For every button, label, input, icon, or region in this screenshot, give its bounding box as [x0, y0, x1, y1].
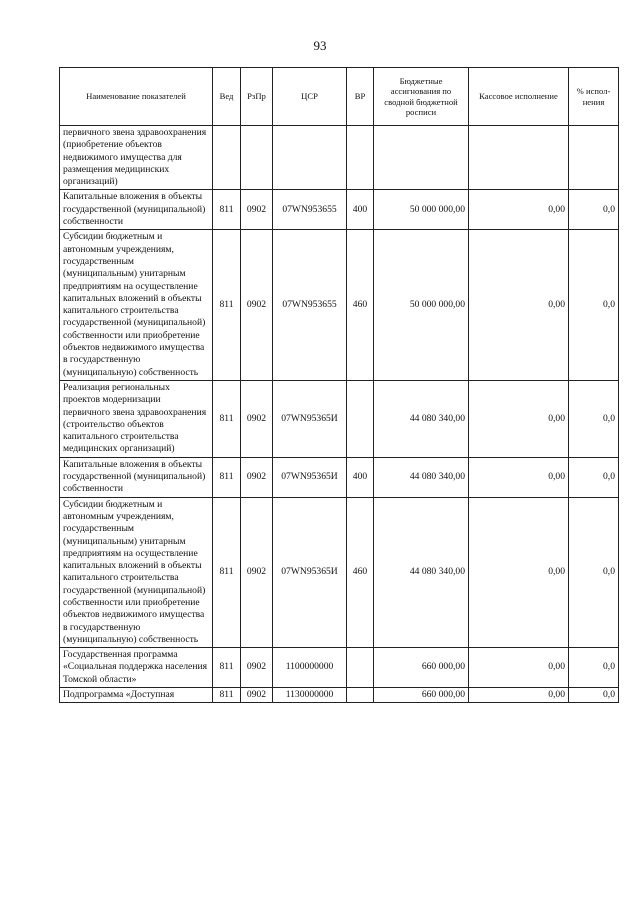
row-csr: 07WN953655	[273, 190, 347, 230]
row-name: Подпрограмма «Доступная	[60, 688, 213, 703]
table-header-row	[60, 68, 619, 126]
row-ved: 811	[213, 688, 241, 703]
row-csr: 07WN95365И	[273, 497, 347, 648]
row-budget: 44 080 340,00	[374, 380, 469, 457]
row-name: Реализация региональных проектов модернизации первичного звена здравоохранения (строительство объектов капитального строительства медицинских организаций)	[60, 380, 213, 457]
table-row	[60, 497, 619, 648]
row-cash: 0,00	[469, 190, 569, 230]
row-ved	[213, 126, 241, 190]
page-number: 93	[313, 38, 327, 53]
header-vr: ВР	[347, 68, 374, 126]
row-rzpr: 0902	[241, 497, 273, 648]
row-csr: 07WN95365И	[273, 380, 347, 457]
row-name: Государственная программа «Социальная поддержка населения Томской области»	[60, 648, 213, 688]
row-csr: 1100000000	[273, 648, 347, 688]
row-ved: 811	[213, 190, 241, 230]
table-row	[60, 380, 619, 457]
row-ved: 811	[213, 497, 241, 648]
row-budget: 660 000,00	[374, 688, 469, 703]
row-percent	[569, 126, 619, 190]
row-rzpr: 0902	[241, 380, 273, 457]
header-rzpr: РзПр	[241, 68, 273, 126]
row-budget: 660 000,00	[374, 648, 469, 688]
row-budget: 44 080 340,00	[374, 497, 469, 648]
row-name: Капитальные вложения в объекты государственной (муниципальной) собственности	[60, 457, 213, 497]
row-budget: 50 000 000,00	[374, 230, 469, 381]
row-cash: 0,00	[469, 380, 569, 457]
row-vr	[347, 380, 374, 457]
row-csr	[273, 126, 347, 190]
row-percent: 0,0	[569, 648, 619, 688]
row-ved: 811	[213, 457, 241, 497]
row-vr	[347, 648, 374, 688]
row-name: Субсидии бюджетным и автономным учреждениям, государственным (муниципальным) унитарным предприятиям на осуществление капитальных вложений в объекты капитального строительства государственной (муниципальной) собственности или приобретение объектов недвижимого имущества в государственную (муниципальную) собственность	[60, 230, 213, 381]
row-rzpr: 0902	[241, 457, 273, 497]
row-ved: 811	[213, 380, 241, 457]
row-vr: 460	[347, 497, 374, 648]
row-vr: 400	[347, 190, 374, 230]
row-cash: 0,00	[469, 688, 569, 703]
row-rzpr: 0902	[241, 230, 273, 381]
row-budget: 50 000 000,00	[374, 190, 469, 230]
row-name: первичного звена здравоохранения (приобретение объектов недвижимого имущества для размещения медицинских организаций)	[60, 126, 213, 190]
row-ved: 811	[213, 648, 241, 688]
row-name: Капитальные вложения в объекты государственной (муниципальной) собственности	[60, 190, 213, 230]
row-name: Субсидии бюджетным и автономным учреждениям, государственным (муниципальным) унитарным предприятиям на осуществление капитальных вложений в объекты капитального строительства государственной (муниципальной) собственности или приобретение объектов недвижимого имущества в государственную (муниципальную) собственность	[60, 497, 213, 648]
row-percent: 0,0	[569, 688, 619, 703]
row-ved: 811	[213, 230, 241, 381]
row-rzpr: 0902	[241, 190, 273, 230]
row-percent: 0,0	[569, 230, 619, 381]
row-cash	[469, 126, 569, 190]
header-percent: % испол-нения	[569, 68, 619, 126]
row-cash: 0,00	[469, 230, 569, 381]
header-ved: Вед	[213, 68, 241, 126]
header-csr: ЦСР	[273, 68, 347, 126]
row-budget	[374, 126, 469, 190]
row-csr: 07WN953655	[273, 230, 347, 381]
row-cash: 0,00	[469, 497, 569, 648]
table-row	[60, 457, 619, 497]
row-cash: 0,00	[469, 648, 569, 688]
header-cash: Кассовое исполнение	[469, 68, 569, 126]
row-vr	[347, 126, 374, 190]
row-percent: 0,0	[569, 190, 619, 230]
header-name: Наименование показателей	[60, 68, 213, 126]
row-vr: 460	[347, 230, 374, 381]
row-vr: 400	[347, 457, 374, 497]
row-csr: 1130000000	[273, 688, 347, 703]
row-vr	[347, 688, 374, 703]
row-budget: 44 080 340,00	[374, 457, 469, 497]
table-row	[60, 648, 619, 688]
row-csr: 07WN95365И	[273, 457, 347, 497]
row-rzpr	[241, 126, 273, 190]
table-row	[60, 230, 619, 381]
table-row	[60, 126, 619, 190]
row-percent: 0,0	[569, 457, 619, 497]
budget-table	[59, 67, 619, 703]
header-budget: Бюджетные ассигнования по сводной бюджетной росписи	[374, 68, 469, 126]
table-row	[60, 688, 619, 703]
row-cash: 0,00	[469, 457, 569, 497]
row-percent: 0,0	[569, 380, 619, 457]
row-rzpr: 0902	[241, 688, 273, 703]
row-percent: 0,0	[569, 497, 619, 648]
table-row	[60, 190, 619, 230]
row-rzpr: 0902	[241, 648, 273, 688]
